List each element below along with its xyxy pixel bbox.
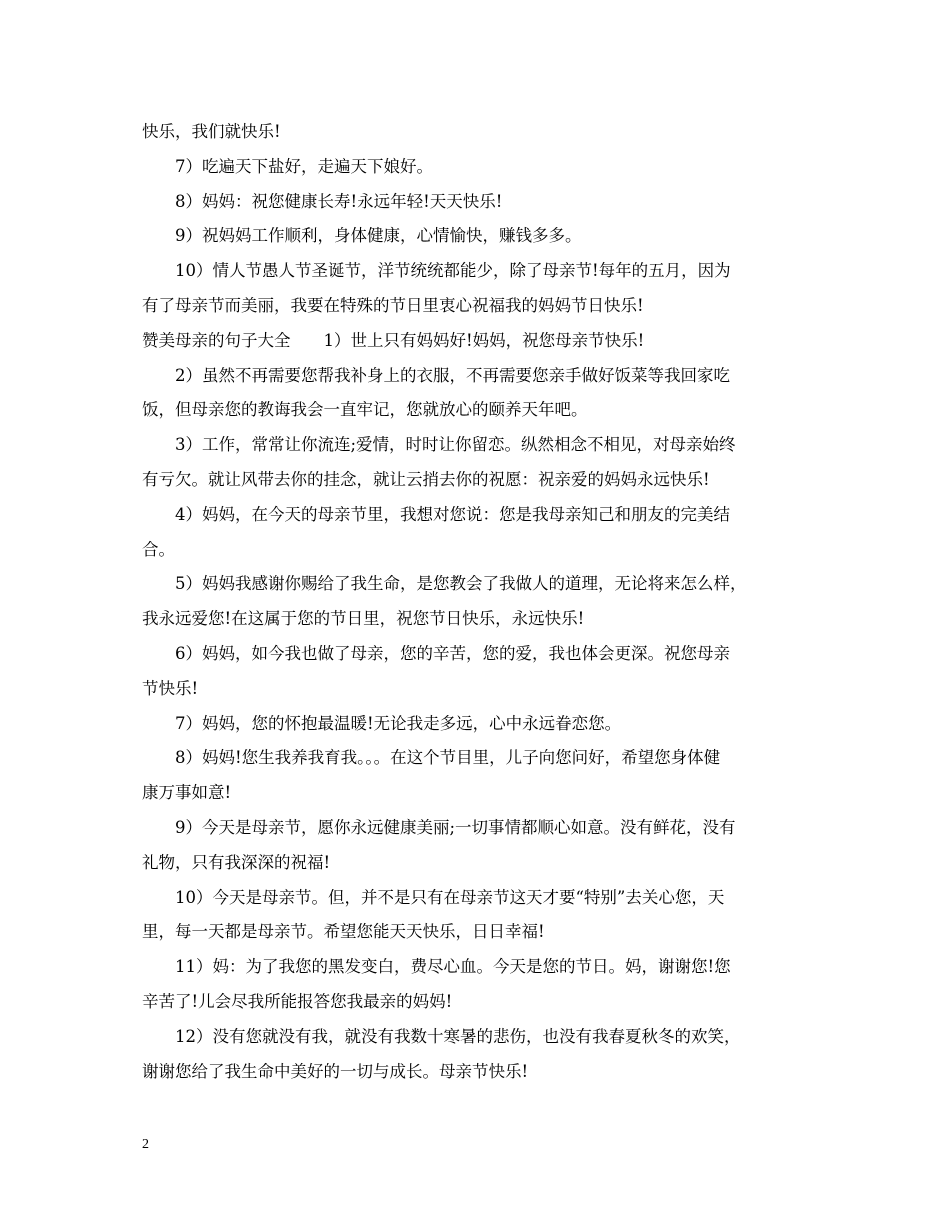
text-line: 康万事如意!: [142, 783, 232, 803]
text-line: 9）祝妈妈工作顺利，身体健康，心情愉快，赚钱多多。: [175, 226, 582, 246]
text-line: 礼物，只有我深深的祝福!: [142, 852, 331, 872]
text-line: 辛苦了!儿会尽我所能报答您我最亲的妈妈!: [142, 991, 453, 1011]
text-line: 9）今天是母亲节，愿你永远健康美丽;一切事情都顺心如意。没有鲜花，没有: [175, 817, 736, 837]
document-body: [142, 115, 810, 1089]
text-line: 6）妈妈，如今我也做了母亲，您的辛苦，您的爱，我也体会更深。祝您母亲: [175, 643, 730, 663]
text-line: 7）妈妈，您的怀抱最温暖!无论我走多远，心中永远眷恋您。: [175, 713, 622, 733]
text-line: 饭，但母亲您的教诲我会一直牢记，您就放心的颐养天年吧。: [142, 400, 588, 420]
text-line: 里，每一天都是母亲节。希望您能天天快乐，日日幸福!: [142, 922, 545, 942]
text-line: 2）虽然不再需要您帮我补身上的衣服，不再需要您亲手做好饭菜等我回家吃: [175, 365, 730, 385]
text-line: 谢谢您给了我生命中美好的一切与成长。母亲节快乐!: [142, 1061, 529, 1081]
text-line: 快乐，我们就快乐!: [142, 122, 281, 141]
text-line: 10）今天是母亲节。但，并不是只有在母亲节这天才要“特别”去关心您，天: [175, 887, 725, 907]
text-line: 3）工作，常常让你流连;爱情，时时让你留恋。纵然相念不相见，对母亲始终: [175, 435, 736, 455]
text-line: 5）妈妈我感谢你赐给了我生命，是您教会了我做人的道理，无论将来怎么样，: [175, 574, 747, 594]
text-line: 7）吃遍天下盐好，走遍天下娘好。: [175, 156, 433, 176]
page-number: 2: [142, 1137, 149, 1152]
text-line: 有了母亲节而美丽，我要在特殊的节日里衷心祝福我的妈妈节日快乐!: [142, 295, 644, 315]
text-line: 有亏欠。就让风带去你的挂念，就让云捎去你的祝愿：祝亲爱的妈妈永远快乐!: [142, 469, 710, 489]
text-line: 4）妈妈，在今天的母亲节里，我想对您说：您是我母亲知己和朋友的完美结: [175, 504, 730, 524]
text-line: 合。: [142, 539, 175, 559]
text-line: 11）妈：为了我您的黑发变白，费尽心血。今天是您的节日。妈，谢谢您!您: [175, 957, 731, 977]
text-line: 12）没有您就没有我，就没有我数十寒暑的悲伤，也没有我春夏秋冬的欢笑，: [175, 1026, 741, 1046]
text-line: 赞美母亲的句子大全 1）世上只有妈妈好!妈妈，祝您母亲节快乐!: [142, 330, 645, 350]
text-line: 8）妈妈：祝您健康长寿!永远年轻!天天快乐!: [175, 191, 503, 211]
text-line: 8）妈妈!您生我养我育我。。。在这个节目里，儿子向您问好，希望您身体健: [175, 748, 721, 768]
text-line: 我永远爱您!在这属于您的节日里，祝您节日快乐，永远快乐!: [142, 609, 585, 629]
text-line: 节快乐!: [142, 678, 199, 698]
text-line: 10）情人节愚人节圣诞节，洋节统统都能少，除了母亲节!每年的五月，因为: [175, 261, 731, 281]
